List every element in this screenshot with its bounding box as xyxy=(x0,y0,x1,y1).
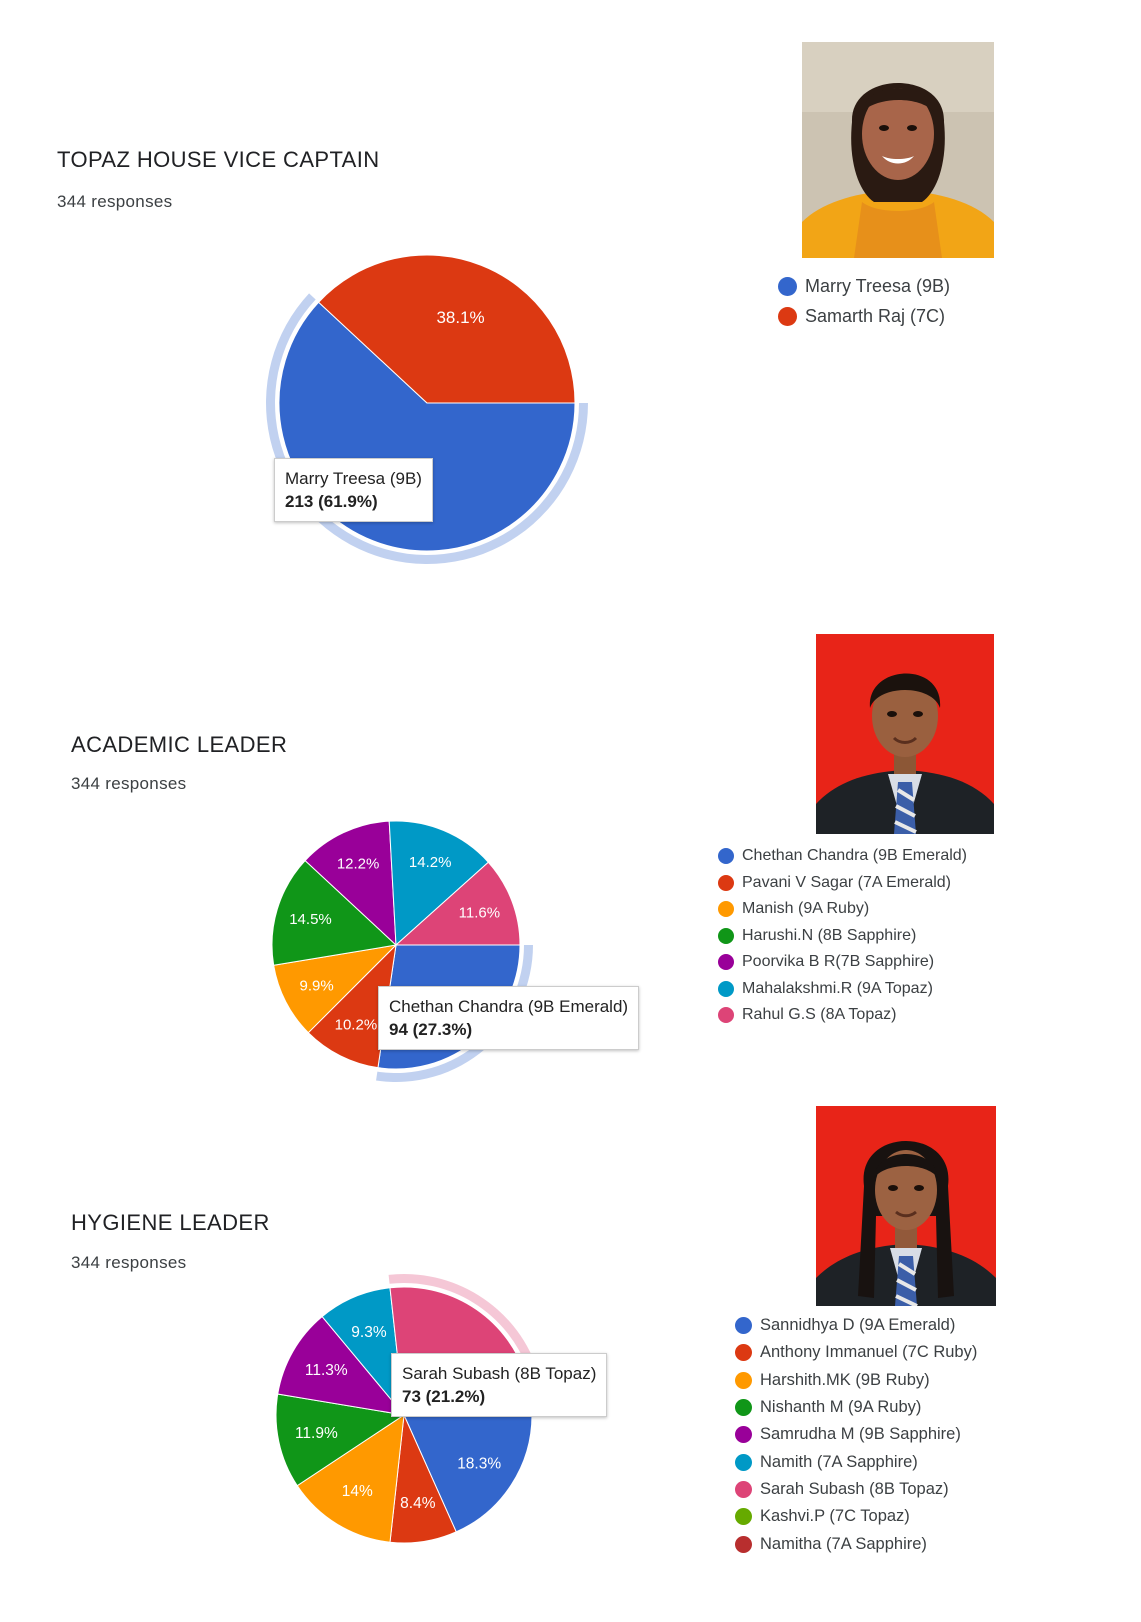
legend-dot-icon xyxy=(735,1426,752,1443)
candidate-photo xyxy=(816,1106,996,1306)
slice-label: 14.5% xyxy=(289,910,332,928)
legend-label: Samarth Raj (7C) xyxy=(805,305,946,326)
tooltip-value: 73 (21.2%) xyxy=(402,1387,486,1406)
pie-chart-hygiene-leader xyxy=(256,1288,576,1588)
slice-label: 8.4% xyxy=(400,1495,436,1513)
question-title: ACADEMIC LEADER xyxy=(71,732,288,757)
legend-label: Namith (7A Sapphire) xyxy=(760,1452,918,1471)
slice-label: 38.1% xyxy=(436,308,485,328)
question-title: HYGIENE LEADER xyxy=(71,1210,270,1235)
legend-label: Namitha (7A Sapphire) xyxy=(760,1534,927,1553)
legend-item xyxy=(735,1448,977,1475)
legend-item xyxy=(735,1421,977,1448)
response-count: 344 responses xyxy=(57,192,173,211)
legend-dot-icon xyxy=(735,1454,752,1471)
legend-label: Manish (9A Ruby) xyxy=(742,900,870,918)
legend-label: Mahalakshmi.R (9A Topaz) xyxy=(742,979,933,997)
legend-dot-icon xyxy=(735,1372,752,1389)
slice-label: 11.3% xyxy=(304,1361,348,1379)
legend-label: Harshith.MK (9B Ruby) xyxy=(760,1370,930,1389)
legend-label: Kashvi.P (7C Topaz) xyxy=(760,1507,910,1526)
slice-label: 11.6% xyxy=(458,904,501,922)
slice-label: 14.2% xyxy=(408,854,452,872)
slice-label: 12.2% xyxy=(336,855,380,873)
legend-label: Poorvika B R(7B Sapphire) xyxy=(742,953,935,971)
legend-dot-icon xyxy=(735,1508,752,1525)
legend-label: Chethan Chandra (9B Emerald) xyxy=(742,847,968,865)
response-count: 344 responses xyxy=(71,774,187,793)
legend-item xyxy=(735,1339,977,1366)
legend-item xyxy=(735,1530,977,1557)
legend-label: Harushi.N (8B Sapphire) xyxy=(742,926,917,944)
slice-label: 10.2% xyxy=(334,1016,378,1034)
legend-item xyxy=(735,1476,977,1503)
chart-legend xyxy=(735,1312,977,1558)
legend-item xyxy=(735,1503,977,1530)
legend-dot-icon xyxy=(735,1399,752,1416)
question-title: TOPAZ HOUSE VICE CAPTAIN xyxy=(57,147,380,172)
tooltip-value: 94 (27.3%) xyxy=(389,1020,473,1039)
response-count: 344 responses xyxy=(71,1253,187,1272)
slice-label: 11.9% xyxy=(294,1425,338,1443)
legend-dot-icon xyxy=(735,1481,752,1498)
slice-label: 18.3% xyxy=(457,1455,502,1473)
tooltip-value: 213 (61.9%) xyxy=(285,492,378,511)
legend-label: Rahul G.S (8A Topaz) xyxy=(742,1006,897,1024)
slice-label: 9.9% xyxy=(299,977,334,995)
legend-item xyxy=(735,1394,977,1421)
legend-label: Marry Treesa (9B) xyxy=(805,275,951,296)
legend-dot-icon xyxy=(735,1317,752,1334)
legend-item xyxy=(735,1367,977,1394)
slice-label: 9.3% xyxy=(351,1324,387,1342)
legend-label: Pavani V Sagar (7A Emerald) xyxy=(742,873,951,891)
tooltip-label: Sarah Subash (8B Topaz) xyxy=(402,1364,597,1383)
legend-label: Sarah Subash (8B Topaz) xyxy=(760,1479,949,1498)
legend-dot-icon xyxy=(735,1536,752,1553)
legend-label: Nishanth M (9A Ruby) xyxy=(760,1398,922,1417)
chart-tooltip xyxy=(391,1353,607,1417)
legend-label: Anthony Immanuel (7C Ruby) xyxy=(760,1343,978,1362)
slice-label: 14% xyxy=(341,1482,373,1500)
legend-dot-icon xyxy=(735,1344,752,1361)
legend-item xyxy=(735,1312,977,1339)
tooltip-label: Marry Treesa (9B) xyxy=(285,469,422,488)
tooltip-label: Chethan Chandra (9B Emerald) xyxy=(389,997,629,1016)
legend-label: Samrudha M (9B Sapphire) xyxy=(760,1425,961,1444)
legend-label: Sannidhya D (9A Emerald) xyxy=(760,1316,956,1335)
